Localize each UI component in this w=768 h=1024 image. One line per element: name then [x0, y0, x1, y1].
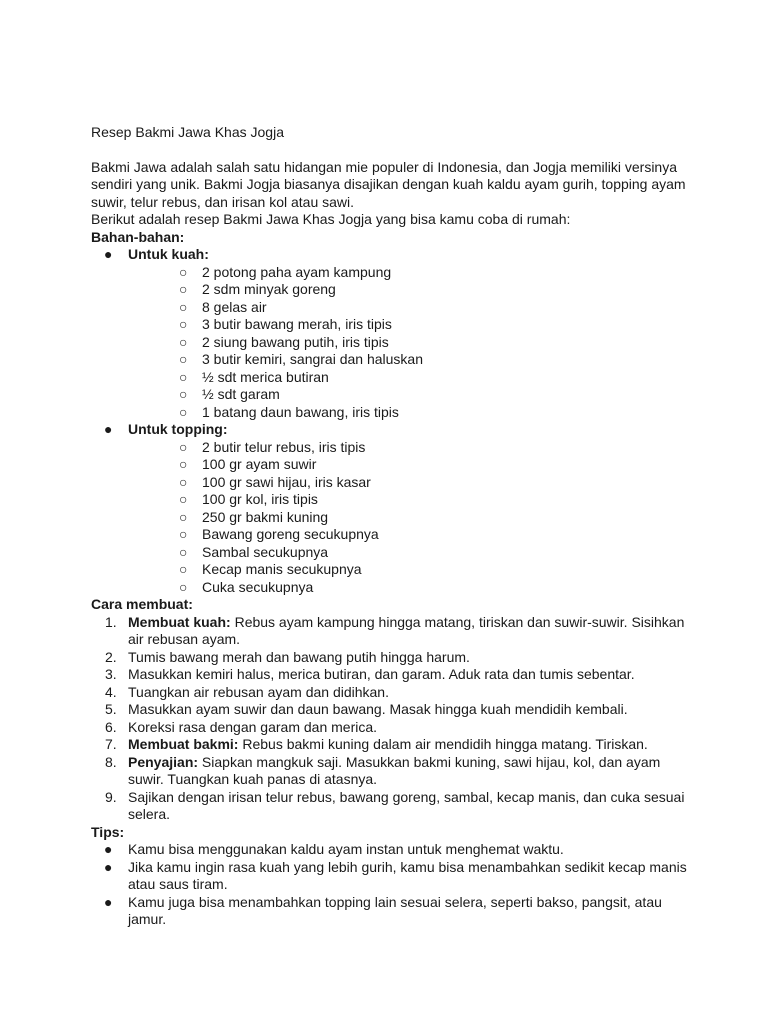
step-item: [91, 701, 691, 719]
tips-heading: Tips:: [91, 823, 125, 840]
steps-heading: Cara membuat:: [91, 596, 193, 612]
tip-item: [91, 841, 691, 859]
step-item: [91, 614, 691, 649]
ingredient-item: [128, 439, 691, 457]
tip-text: Kamu bisa menggunakan kaldu ayam instan untuk menghemat waktu.: [128, 841, 564, 857]
intro-paragraph-2: Berikut adalah resep Bakmi Jawa Khas Jogja yang bisa kamu coba di rumah:: [91, 211, 571, 227]
bullet-icon: ●: [104, 421, 113, 437]
step-number: 6.: [105, 718, 117, 735]
circle-bullet-icon: ○: [179, 473, 188, 490]
tip-item: [91, 859, 691, 894]
ingredient-text: 2 butir telur rebus, iris tipis: [202, 438, 366, 455]
ingredient-text: 2 siung bawang putih, iris tipis: [202, 333, 389, 350]
circle-bullet-icon: ○: [179, 298, 188, 315]
step-text: Rebus bakmi kuning dalam air mendidih hingga matang. Tiriskan.: [238, 736, 648, 752]
circle-bullet-icon: ○: [179, 386, 188, 402]
ingredient-item: [128, 456, 691, 474]
ingredient-text: Kecap manis secukupnya: [202, 561, 362, 577]
ingredient-text: 250 gr bakmi kuning: [202, 508, 329, 525]
step-heading: Membuat kuah:: [128, 613, 231, 630]
ingredient-item: [128, 334, 691, 352]
step-text: Rebus ayam kampung hingga matang, tiriskan dan suwir-suwir. Sisihkan air rebusan ayam.: [128, 613, 685, 647]
step-heading: Membuat bakmi:: [128, 736, 239, 752]
ingredient-item: [128, 561, 691, 579]
step-item: [91, 719, 691, 737]
ingredient-item: [128, 474, 691, 492]
circle-bullet-icon: ○: [179, 526, 188, 542]
step-item: [91, 736, 691, 754]
ingredient-item: [128, 386, 691, 404]
ingredient-text: 100 gr ayam suwir: [202, 456, 317, 472]
document-title: Resep Bakmi Jawa Khas Jogja: [91, 124, 284, 140]
ingredient-item: [128, 281, 691, 299]
step-item: [91, 649, 691, 667]
step-heading: Penyajian:: [128, 753, 199, 770]
ingredient-text: Bawang goreng secukupnya: [202, 526, 379, 542]
ingredient-text: 8 gelas air: [202, 298, 267, 315]
step-number: 1.: [105, 613, 117, 630]
circle-bullet-icon: ○: [179, 281, 188, 297]
step-text: Tumis bawang merah dan bawang putih hingga harum.: [128, 648, 470, 665]
step-number: 7.: [105, 736, 117, 752]
ingredient-text: Sambal secukupnya: [202, 543, 329, 560]
ingredient-text: 2 sdm minyak goreng: [202, 281, 336, 297]
circle-bullet-icon: ○: [179, 508, 188, 525]
ingredient-item: [128, 544, 691, 562]
ingredient-group-title: Untuk kuah:: [128, 246, 209, 262]
step-text: Koreksi rasa dengan garam dan merica.: [128, 718, 378, 735]
ingredient-text: 2 potong paha ayam kampung: [202, 263, 392, 280]
step-item: [91, 684, 691, 702]
ingredient-item: [128, 316, 691, 334]
ingredient-group-title: Untuk topping:: [128, 421, 228, 437]
step-item: [91, 754, 691, 789]
step-text: Siapkan mangkuk saji. Masukkan bakmi kuning, sawi hijau, kol, dan ayam suwir. Tuangkan kuah panas di atasnya.: [128, 753, 661, 787]
step-number: 8.: [105, 753, 117, 770]
ingredient-text: 100 gr kol, iris tipis: [202, 491, 318, 507]
ingredient-item: [128, 526, 691, 544]
step-number: 2.: [105, 648, 117, 665]
circle-bullet-icon: ○: [179, 351, 188, 367]
step-text: Masukkan ayam suwir dan daun bawang. Masak hingga kuah mendidih kembali.: [128, 701, 628, 717]
circle-bullet-icon: ○: [179, 543, 188, 560]
tip-text: Jika kamu ingin rasa kuah yang lebih gurih, kamu bisa menambahkan sedikit kecap manis atau saus tiram.: [128, 858, 687, 892]
ingredient-item: [128, 404, 691, 422]
step-item: [91, 666, 691, 684]
step-number: 9.: [105, 788, 117, 805]
bullet-icon: ●: [104, 858, 113, 875]
bullet-icon: ●: [104, 246, 113, 262]
circle-bullet-icon: ○: [179, 561, 188, 577]
ingredient-item: [128, 369, 691, 387]
ingredient-group: [91, 421, 691, 596]
circle-bullet-icon: ○: [179, 368, 188, 385]
tips-list: [91, 841, 691, 929]
circle-bullet-icon: ○: [179, 316, 188, 332]
ingredient-text: ½ sdt garam: [202, 386, 280, 402]
ingredient-list: [128, 439, 691, 597]
ingredient-text: 1 batang daun bawang, iris tipis: [202, 403, 399, 420]
tip-item: [91, 894, 691, 929]
step-number: 4.: [105, 683, 117, 700]
circle-bullet-icon: ○: [179, 403, 188, 420]
ingredient-text: Cuka secukupnya: [202, 578, 314, 595]
circle-bullet-icon: ○: [179, 438, 188, 455]
ingredient-text: 3 butir kemiri, sangrai dan haluskan: [202, 351, 424, 367]
step-text: Masukkan kemiri halus, merica butiran, dan garam. Aduk rata dan tumis sebentar.: [128, 666, 635, 682]
step-number: 3.: [105, 666, 117, 682]
step-number: 5.: [105, 701, 117, 717]
ingredient-item: [128, 264, 691, 282]
circle-bullet-icon: ○: [179, 491, 188, 507]
intro-paragraph: Bakmi Jawa adalah salah satu hidangan mie populer di Indonesia, dan Jogja memiliki versinya sendiri yang unik. Bakmi Jogja biasanya disajikan dengan kuah kaldu ayam gurih, topping ayam suwir, telur rebus, dan irisan kol atau sawi.: [91, 158, 686, 210]
step-item: [91, 789, 691, 824]
ingredient-item: [128, 579, 691, 597]
ingredient-text: 3 butir bawang merah, iris tipis: [202, 316, 392, 332]
bullet-icon: ●: [104, 893, 113, 910]
ingredient-list: [128, 264, 691, 422]
circle-bullet-icon: ○: [179, 333, 188, 350]
ingredient-item: [128, 509, 691, 527]
ingredient-text: ½ sdt merica butiran: [202, 368, 329, 385]
circle-bullet-icon: ○: [179, 456, 188, 472]
bullet-icon: ●: [104, 841, 113, 857]
ingredient-text: 100 gr sawi hijau, iris kasar: [202, 473, 371, 490]
circle-bullet-icon: ○: [179, 263, 188, 280]
circle-bullet-icon: ○: [179, 578, 188, 595]
ingredients-heading: Bahan-bahan:: [91, 228, 185, 245]
document-page: [91, 124, 691, 929]
step-text: Tuangkan air rebusan ayam dan didihkan.: [128, 683, 389, 700]
ingredient-groups: [91, 246, 691, 596]
step-text: Sajikan dengan irisan telur rebus, bawang goreng, sambal, kecap manis, dan cuka sesuai selera.: [128, 788, 685, 822]
ingredient-group: [91, 246, 691, 421]
steps-list: [91, 614, 691, 824]
tip-text: Kamu juga bisa menambahkan topping lain sesuai selera, seperti bakso, pangsit, atau jamur.: [128, 893, 662, 927]
ingredient-item: [128, 351, 691, 369]
ingredient-item: [128, 299, 691, 317]
ingredient-item: [128, 491, 691, 509]
